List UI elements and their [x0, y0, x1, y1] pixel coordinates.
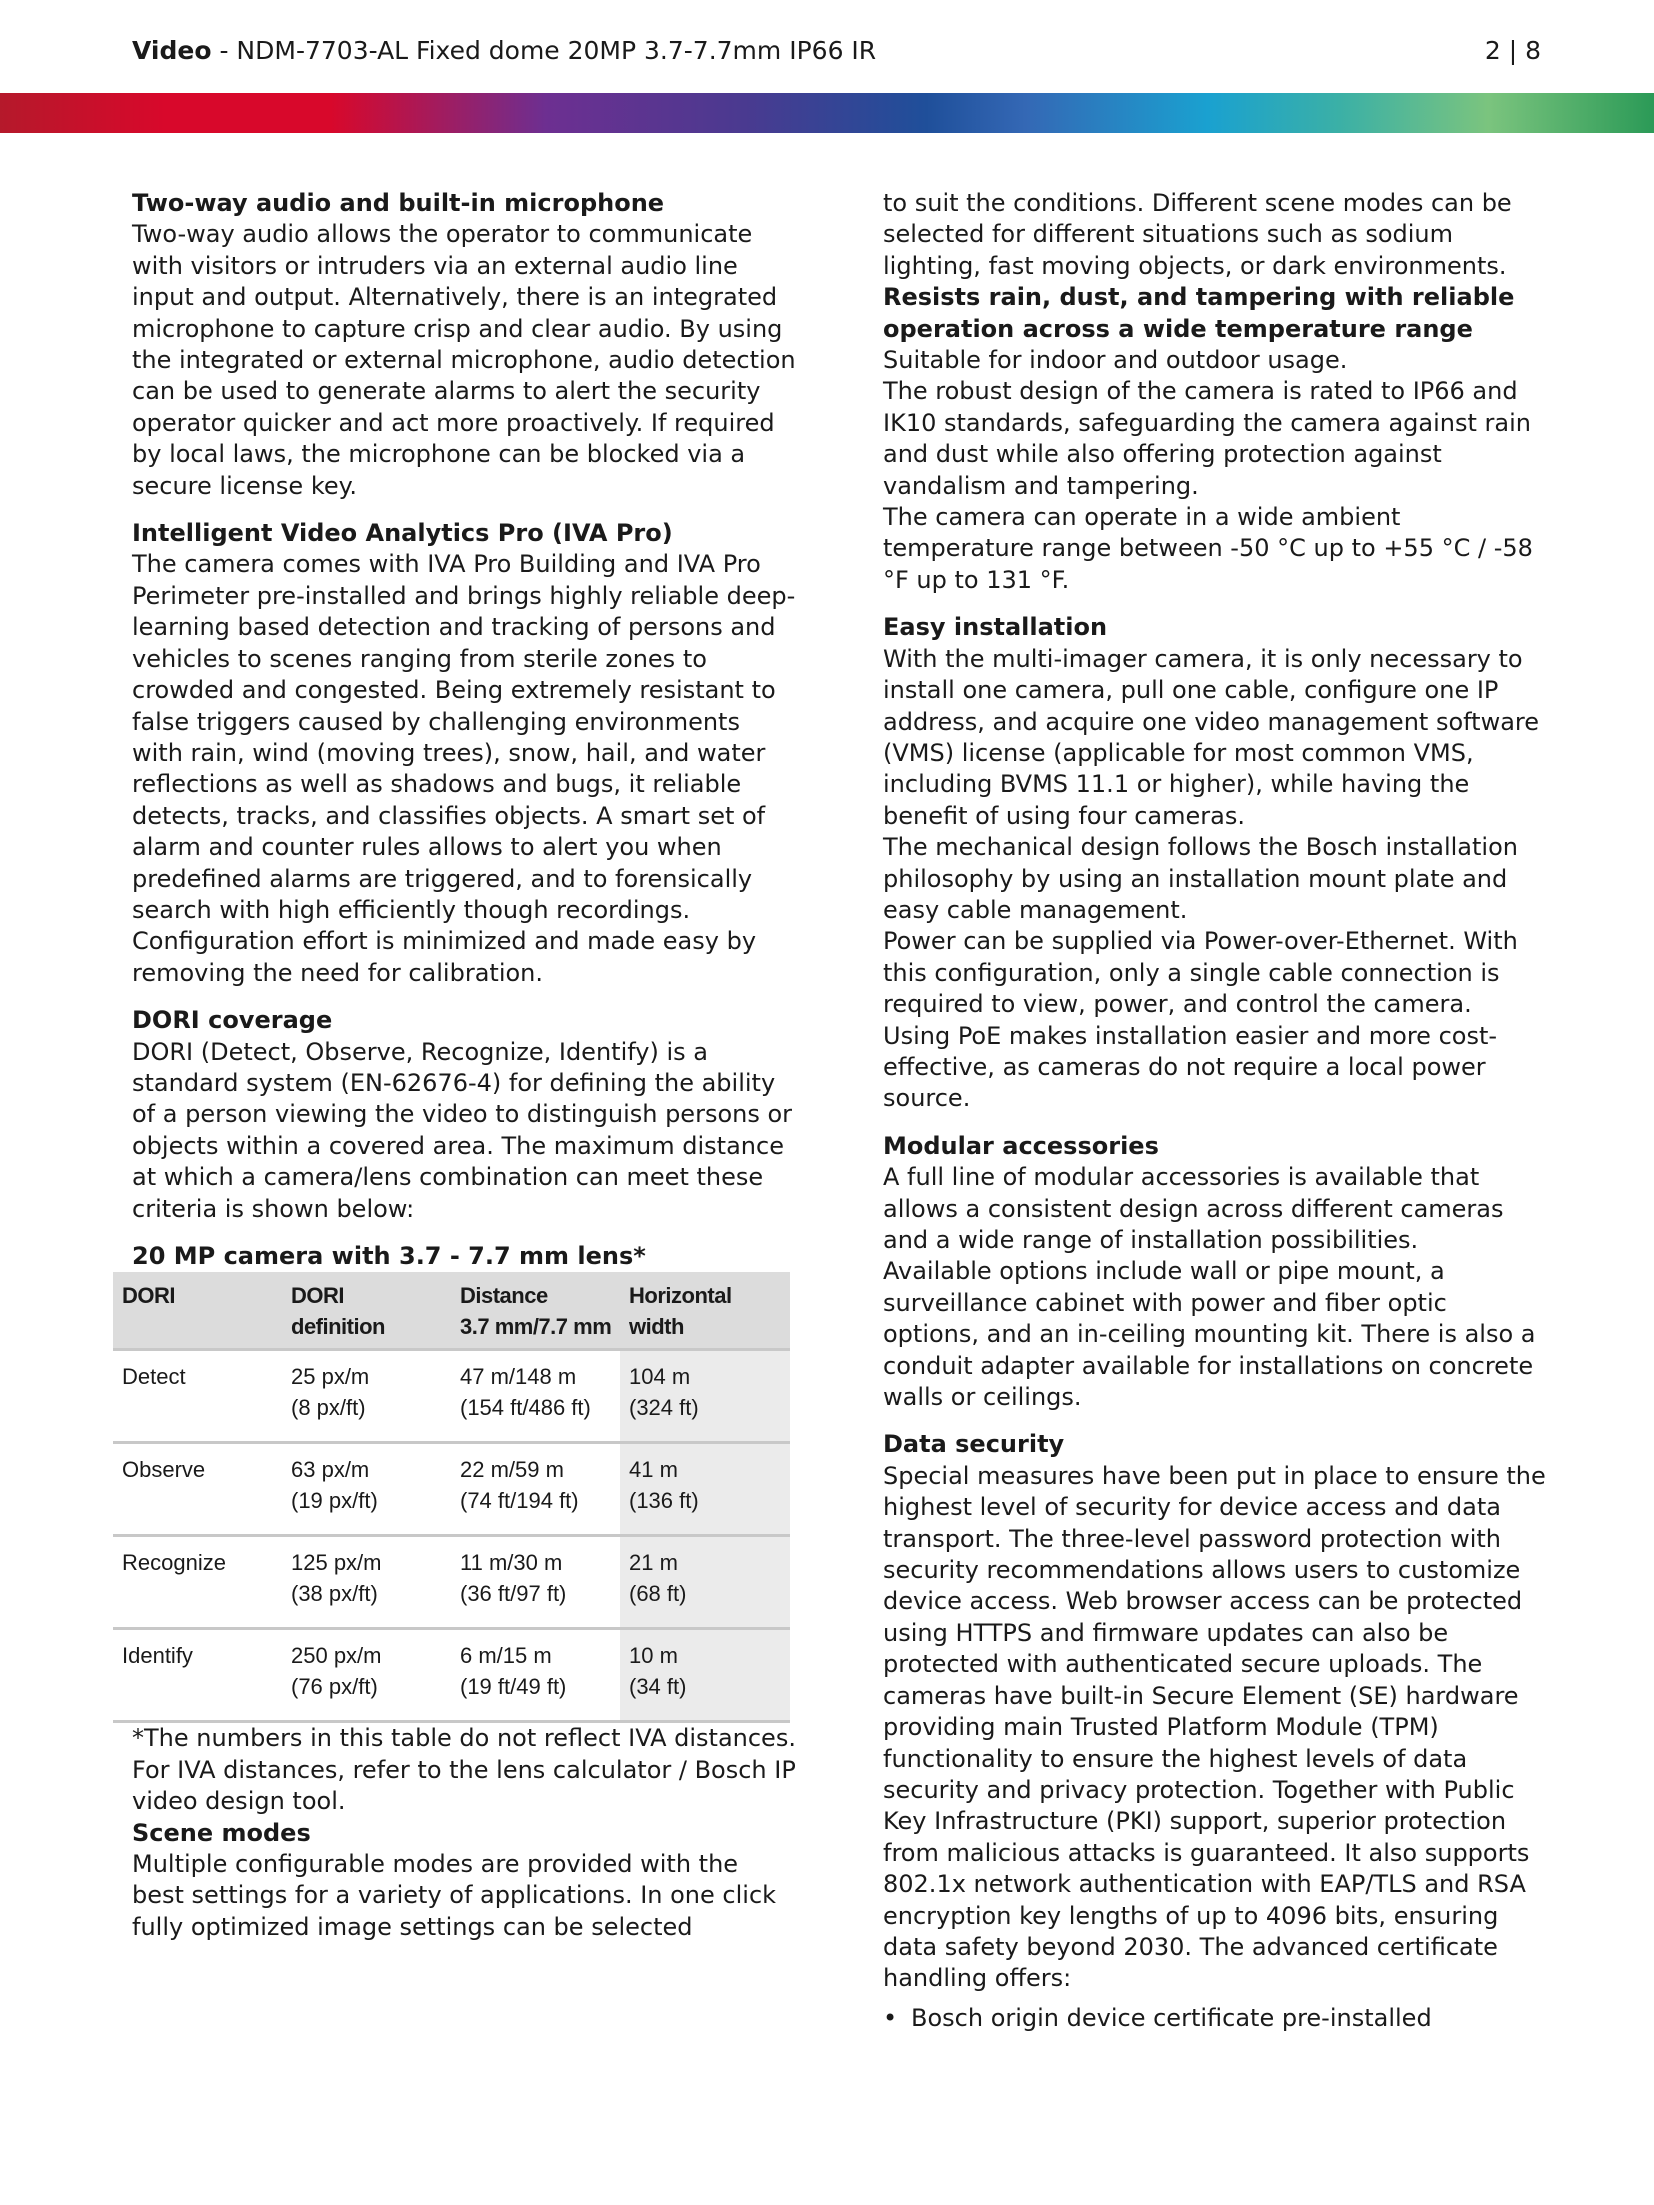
section-easy-installation — [883, 612, 1548, 1115]
scene-modes-continued: to suit the conditions. Different scene modes can be selected for different situations such as sodium lighting, fast moving objects, or dark environments. — [883, 189, 1512, 280]
section-body: Two-way audio allows the operator to communicate with visitors or intruders via an external audio line input and output. Alternatively, there is an integrated microphone to capture crisp and clear audio. By using the integrated or external microphone, audio detection can be used to generate alarms to alert the security operator quicker and act more proactively. If required by local laws, the microphone can be blocked via a secure license key. — [132, 220, 796, 500]
section-heading: Modular accessories — [883, 1131, 1159, 1160]
section-dori-coverage — [132, 1005, 797, 1225]
section-scene-modes — [132, 1818, 797, 1944]
dori-table-footnote: *The numbers in this table do not reflect IVA distances. For IVA distances, refer to the lens calculator / Bosch IP video design tool. — [132, 1724, 796, 1816]
header-dori: DORI — [113, 1272, 282, 1350]
dori-table-title: 20 MP camera with 3.7 - 7.7 mm lens* — [132, 1242, 646, 1270]
section-iva-pro — [132, 518, 797, 989]
header-horizontal-width: Horizontal width — [620, 1272, 790, 1350]
color-supergraphic-stripe — [0, 93, 1654, 133]
section-body: Multiple configurable modes are provided with the best settings for a variety of applications. In one click fully optimized image settings can be selected — [132, 1850, 777, 1941]
section-paragraph: With the multi-imager camera, it is only necessary to install one camera, pull one cable, configure one IP address, and acquire one video management software (VMS) license (applicable for most common VMS, including BVMS 11.1 or higher), while having the benefit of using four cameras. — [883, 644, 1540, 830]
section-body: Special measures have been put in place to ensure the highest level of security for device access and data transport. The three-level password protection with security recommendations allows users to customize device access. Web browser access can be protected using HTTPS and firmware updates can also be protected with authenticated secure uploads. The cameras have built-in Secure Element (SE) hardware providing main Trusted Platform Module (TPM) functionality to ensure the highest levels of data security and privacy protection. Together with Public Key Infrastructure (PKI) support, superior protection from malicious attacks is guaranteed. It also supports 802.1x network authentication with EAP/TLS and RSA encryption key lengths of up to 4096 bits, ensuring data safety beyond 2030. The advanced certificate handling offers: — [883, 1461, 1546, 1993]
cell-width: 21 m (68 ft) — [620, 1536, 790, 1629]
cell-definition: 250 px/m (76 px/ft) — [282, 1629, 451, 1722]
section-paragraph: The camera can operate in a wide ambient temperature range between -50 °C up to +55 °C / -58 °F up to 131 °F. — [883, 503, 1533, 594]
cell-level: Detect — [113, 1350, 282, 1443]
list-item — [883, 2003, 1548, 2034]
section-paragraph: Power can be supplied via Power-over-Ethernet. With this configuration, only a single cable connection is required to view, power, and control the camera. — [883, 927, 1518, 1019]
cell-distance: 6 m/15 m (19 ft/49 ft) — [451, 1629, 620, 1722]
cell-width: 41 m (136 ft) — [620, 1443, 790, 1536]
section-heading: Intelligent Video Analytics Pro (IVA Pro) — [132, 519, 673, 548]
section-modular-accessories — [883, 1131, 1548, 1414]
section-two-way-audio — [132, 188, 797, 502]
section-paragraph: A full line of modular accessories is available that allows a consistent design across different cameras and a wide range of installation possibilities. — [883, 1163, 1504, 1254]
table-row — [113, 1350, 790, 1443]
cell-width: 10 m (34 ft) — [620, 1629, 790, 1722]
bullet-icon: • — [883, 2003, 898, 2032]
section-heading: Data security — [883, 1430, 1065, 1459]
header-category: Video — [132, 36, 212, 65]
section-heading: Easy installation — [883, 613, 1108, 642]
section-paragraph: The robust design of the camera is rated to IP66 and IK10 standards, safeguarding the camera against rain and dust while also offering protection against vandalism and tampering. — [883, 377, 1531, 500]
header-dori-definition: DORI definition — [282, 1272, 451, 1350]
section-paragraph: Available options include wall or pipe mount, a surveillance cabinet with power and fiber optic options, and an in-ceiling mounting kit. There is also a conduit adapter available for installations on concrete walls or ceilings. — [883, 1257, 1536, 1412]
cell-distance: 11 m/30 m (36 ft/97 ft) — [451, 1536, 620, 1629]
dori-table — [113, 1272, 790, 1723]
section-heading: DORI coverage — [132, 1006, 333, 1035]
header-distance: Distance 3.7 mm/7.7 mm — [451, 1272, 620, 1350]
cell-level: Observe — [113, 1443, 282, 1536]
table-row — [113, 1443, 790, 1536]
section-paragraph: Using PoE makes installation easier and more cost-effective, as cameras do not require a local power source. — [883, 1021, 1498, 1113]
cell-level: Identify — [113, 1629, 282, 1722]
section-heading: Scene modes — [132, 1818, 311, 1847]
section-resists-rain-dust — [883, 282, 1548, 596]
cell-definition: 25 px/m (8 px/ft) — [282, 1350, 451, 1443]
cell-distance: 47 m/148 m (154 ft/486 ft) — [451, 1350, 620, 1443]
header-title — [132, 36, 876, 65]
cell-distance: 22 m/59 m (74 ft/194 ft) — [451, 1443, 620, 1536]
section-heading: Resists rain, dust, and tampering with reliable operation across a wide temperature range — [883, 283, 1515, 343]
list-item-text: Bosch origin device certificate pre-installed — [911, 2003, 1432, 2032]
section-paragraph: Suitable for indoor and outdoor usage. — [883, 346, 1348, 375]
section-body: DORI (Detect, Observe, Recognize, Identify) is a standard system (EN-62676-4) for defining the ability of a person viewing the video to distinguish persons or objects within a covered area. The maximum distance at which a camera/lens combination can meet these criteria is shown below: — [132, 1037, 793, 1223]
cell-width: 104 m (324 ft) — [620, 1350, 790, 1443]
section-data-security — [883, 1429, 1548, 2034]
header-product: - NDM-7703-AL Fixed dome 20MP 3.7-7.7mm IP66 IR — [211, 36, 877, 65]
right-column — [883, 188, 1548, 2050]
left-column — [122, 188, 797, 1959]
section-body: The camera comes with IVA Pro Building and IVA Pro Perimeter pre-installed and brings highly reliable deep-learning based detection and tracking of persons and vehicles to scenes ranging from sterile zones to crowded and congested. Being extremely resistant to false triggers caused by challenging environments with rain, wind (moving trees), snow, hail, and water reflections as well as shadows and bugs, it reliable detects, tracks, and classifies objects. A smart set of alarm and counter rules allows to alert you when predefined alarms are triggered, and to forensically search with high efficiently though recordings. Configuration effort is minimized and made easy by removing the need for calibration. — [132, 550, 796, 987]
cell-definition: 63 px/m (19 px/ft) — [282, 1443, 451, 1536]
table-row — [113, 1536, 790, 1629]
section-paragraph: The mechanical design follows the Bosch installation philosophy by using an installation mount plate and easy cable management. — [883, 833, 1518, 924]
cell-definition: 125 px/m (38 px/ft) — [282, 1536, 451, 1629]
page-number: 2 | 8 — [1484, 36, 1541, 65]
section-heading: Two-way audio and built-in microphone — [132, 189, 665, 217]
table-row — [113, 1629, 790, 1722]
cell-level: Recognize — [113, 1536, 282, 1629]
dori-table-header-row — [113, 1272, 790, 1350]
